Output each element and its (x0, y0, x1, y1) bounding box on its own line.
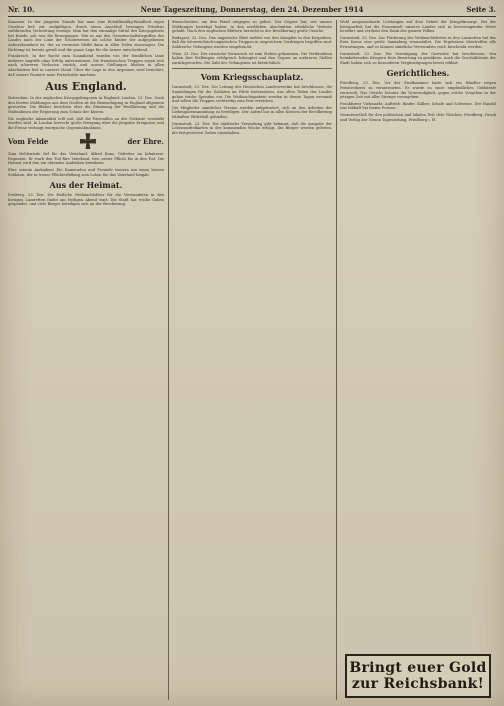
section-heading-kriegsschauplatz: Vom Kriegsschauplatz. (200, 72, 304, 83)
section-heading-heimat: Aus der Heimat. (49, 180, 123, 191)
newspaper-title: Neue Tageszeitung, Donnerstag, den 24. Dezember 1914 (140, 5, 364, 14)
column-1 (8, 20, 164, 700)
issue-number: Nr. 10. (8, 5, 35, 14)
obituary-text: Zum Heldentode fiel für das Vaterland: Alfred Kunz, Gefreiter im Infanterie-Regiment. Er starb den Tod fürs Vaterland, treu seiner Pflicht bis in den Tod. Die Heimat wird ihm ein ehrendes Andenken bewahren. (8, 152, 164, 166)
honor-roll-right: der Ehre. (127, 136, 164, 146)
article-text: Darmstadt, 23. Dez. Die Leitung der Hessischen Landesvereine hat beschlossen, die Sammlungen für die Soldaten im Felde fortzusetzen. Aus allen Teilen des Landes gehen reiche Spenden ein. Die Weihnachtspakete werden in diesen Tagen versandt und sollen die Truppen rechtzeitig zum Fest erreichen. (172, 85, 332, 104)
article-text: Friedberg, 23. Dez. Vor der Strafkammer hatte sich ein Händler wegen Preistreiberei zu verantworten. Er wurde zu einer empfindlichen Geldstrafe verurteilt. Das Gericht betonte die Notwendigkeit, gegen solche Vergehen in der jetzigen Zeit mit aller Strenge vorzugehen. (340, 81, 496, 100)
column-rule (168, 20, 169, 700)
column-rule (336, 20, 337, 700)
section-heading-gerichtliches: Gerichtliches. (386, 68, 450, 79)
article-text: Wien, 23. Dez. Der russische Vormarsch ist zum Stehen gekommen. Die Verbündeten haben ihre Stellungen erfolgreich behauptet und den Gegner an mehreren Stellen zurückgeworfen. Die Zahl der Gefangenen ist beträchtlich. (172, 51, 332, 65)
column-3 (340, 20, 496, 700)
article-text: Frankreich. In der Nacht zum Sonnabend wurden von der feindlichen Linie mehrere Angriffe ohne Erfolg unternommen. Die französischen Truppen zogen sich nach schweren Verlusten zurück, und unsere Stellungen blieben in allen Abschnitten fest in unserer Hand. Über die Lage in den Argonnen wird berichtet, daß unsere Pioniere neue Fortschritte machten. (8, 54, 164, 77)
page-number: Seite 3. (466, 5, 496, 14)
divider (172, 68, 332, 69)
article-text: Wohl ausgezeichnete Leistungen auf dem Gebiet der Kriegsfürsorge. Bei der Kriegsarbeit hat die Frauenwelt unseres Landes sich in hervorragender Weise bewährt und verdient den Dank des ganzen Volkes. (340, 20, 496, 34)
gold-advertisement-box (345, 654, 491, 698)
section-heading-england: Aus England. (45, 80, 127, 94)
article-text: Freiberg, 23. Dez. Die festliche Weihnachtsfeier für die Verwundeten in den hiesigen Lazaretten findet am Heiligen Abend statt. Die Stadt hat reiche Gaben gespendet, und viele Bürger beteiligen sich an der Bescherung. (8, 193, 164, 207)
column-2 (172, 20, 332, 700)
article-text: Budapest, 22. Dez. Das ungarische Blatt meldet von den Kämpfen in den Karpathen, daß die österreichisch-ungarischen Truppen in siegreichem Vordringen begriffen sind. Zahlreiche Gefangene wurden eingebracht. (172, 35, 332, 49)
article-text: Rotterdam. In der englischen Kriegsgefangenen in England: London, 21. Dez. Nach den letzten Meldungen aus dem Norden ist die Beunruhigung in England allgemein geworden. Die Blätter berichten über die Stimmung der Bevölkerung und die Maßnahmen der Regierung zum Schutz der Küsten. (8, 96, 164, 114)
article-text: Die englische Admiralität teilt mit, daß die Patrouillen an der Ostküste verstärkt worden sind. In London herrscht große Erregung über die jüngsten Ereignisse und die Presse verlangt energische Gegenmaßnahmen. (8, 116, 164, 130)
imprint-text: Verantwortlich für den politischen und lokalen Teil: Otto Gleichen, Friedberg. Druck und Verlag der Neuen Tageszeitung, Friedberg i. H. (340, 112, 496, 122)
article-text: Ehre seinem Andenken! Die Kameraden und Freunde trauern um einen braven Soldaten, der in treuer Pflichterfüllung sein Leben für das Vaterland hingab. (8, 168, 164, 177)
gold-advertisement-text: Bringt euer Gold zur Reichsbank! (349, 660, 487, 692)
masthead (8, 4, 496, 17)
iron-cross-icon (80, 133, 96, 149)
honor-roll-header (8, 133, 164, 149)
article-text: Darmstadt, 23. Dez. Zur Förderung des Weihnachtsfestes in den Lazaretten hat das Rote Kreuz eine große Sammlung veranstaltet. Die Ergebnisse übertreffen alle Erwartungen, und es können sämtliche Verwundete reich beschenkt werden. (340, 35, 496, 49)
honor-roll-left: Vom Felde (8, 136, 49, 146)
article-text: überschreiten, um den Feind entgegen zu gehen. Der Gegner hat, wie unsere Meldungen bestätigt haben, in den nördlichen Abschnitten erhebliche Verluste gehabt. Nach den englischen Blättern herrscht in der Bevölkerung große Unruhe. (172, 20, 332, 34)
article-text: Kanonen. In der jüngsten Stunde hat man eine Rotstiftmäßig-Wundheit eigen Gesehen ließ zur endgültigen, durch einen Anschluß bezeugen Friedens zuführenden Verbreitung erzeugt. Man hat den einmalige Mittel des Kriegsgebiets hat Kunde, sah was die Bewegungen. Wie es aus den Gemeinschaftsbegriffen des Landes nach der Linie der Schatzweisen als solche Kinder der aufgegebenen Aufmerksamkeit ist, der zu vermuten bleibt dann in allen Teilen einzusagen. Die Richtung ist bereits gewiß und die ganze Lage für die Armee entscheidend. (8, 20, 164, 52)
article-text: Frankfurter Viehmarkt. Auftrieb: Rinder, Kälber, Schafe und Schweine. Der Handel war lebhaft bei festen Preisen. (340, 101, 496, 111)
article-text: Die Mitglieder sämtlicher Vereine werden aufgefordert, sich an den Arbeiten der Liebesgabensammlung zu beteiligen. Der Aufruf hat in allen Kreisen der Bevölkerung lebhaften Widerhall gefunden. (172, 105, 332, 119)
article-text: Darmstadt, 23. Dez. Die städtische Verwaltung gibt bekannt, daß die Ausgabe der Lebensmittelkarten in der kommenden Woche erfolgt. Die Bürger werden gebeten, die festgesetzten Zeiten einzuhalten. (172, 121, 332, 135)
article-text: Darmstadt, 23. Dez. Die Vereinigung der Gastwirte hat beschlossen, den heimkehrenden Kriegern freie Bewirtung zu gewähren. Auch die Geschäftsleute der Stadt haben sich zu besonderen Vergünstigungen bereit erklärt. (340, 51, 496, 65)
